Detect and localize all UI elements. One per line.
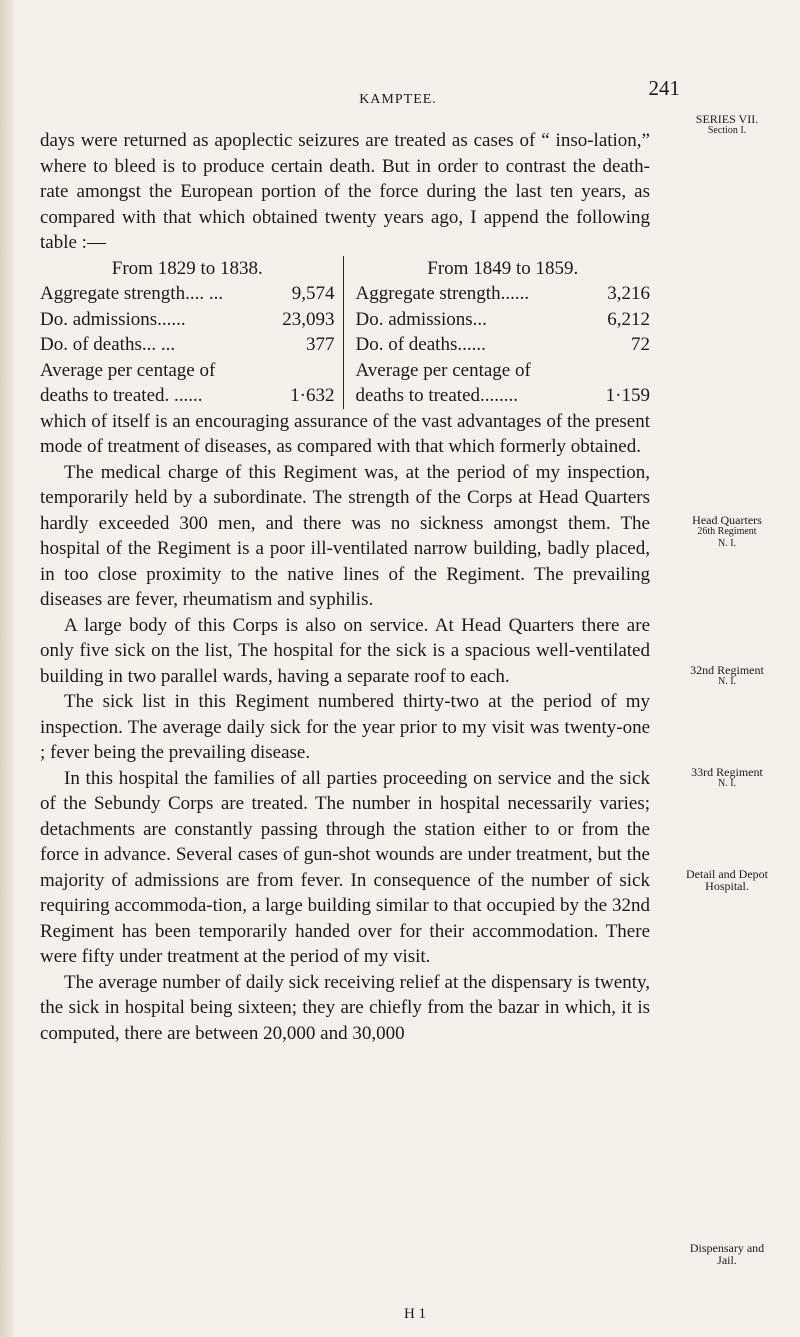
margin-note-line: SERIES VII. [695,112,759,126]
table-row [40,307,335,333]
paragraph-2: which of itself is an encouraging assurance of the vast advantages of the present mode of treatment of diseases, as compared with that which formerly obtained. [40,410,650,457]
table-period-left: From 1829 to 1838. [111,257,263,279]
margin-note-line: N. I. [717,778,737,789]
row-value: 3,216 [607,283,650,304]
mortality-table [40,256,650,409]
margin-note-line: 32nd Regiment [690,663,764,677]
page-gutter-shadow [0,0,14,1337]
row-label: Average per centage of [355,359,531,381]
row-value: 377 [306,334,335,355]
margin-note-line: N. I. [717,538,737,549]
row-value: 72 [631,334,650,355]
row-value: 1·632 [290,385,335,406]
table-period-right: From 1849 to 1859. [427,257,579,279]
paragraph-7: The average number of daily sick receiving relief at the dispensary is twenty, the sick in hospital being sixteen; they are chiefly from the bazar in which, it is computed, there are between 20,000 and 30,000 [40,971,650,1044]
signature-mark: H 1 [403,1306,427,1322]
row-value: 9,574 [291,283,335,304]
row-label: Do. admissions...... [40,308,186,330]
paragraph-3: The medical charge of this Regiment was, at the period of my inspection, temporarily held by a subordinate. The strength of the Corps at Head Quarters hardly exceeded 300 men, and there was no sickness amongst them. The hospital of the Regiment is a poor ill-ventilated narrow building, badly placed, in too close proximity to the native lines of the Regiment. The prevailing diseases are fever, rheumatism and syphilis. [40,461,650,610]
body-text [40,128,650,1046]
row-label: Aggregate strength.... ... [40,283,224,304]
table-column-left [40,256,344,409]
table-column-right [344,256,651,409]
row-value: 1·159 [605,385,650,406]
row-label: Do. of deaths...... [355,334,486,355]
paragraph-5: The sick list in this Regiment numbered thirty-two at the period of my inspection. The average daily sick for the year prior to my visit was twenty-one ; fever being the prevailing disease. [40,691,650,763]
table-row [40,281,335,307]
row-label: Aggregate strength...... [355,283,530,304]
paragraph-4: A large body of this Corps is also on service. At Head Quarters there are only five sick on the list, The hospital for the sick is a spacious well-ventilated building in two parallel wards, having a separate roof to each. [40,614,650,687]
margin-note [662,868,792,892]
row-label: Average per centage of [40,359,216,381]
margin-note-line: Section I. [707,125,747,136]
table-row [40,383,335,409]
table-row [356,358,651,384]
margin-note [662,664,792,688]
margin-note [662,766,792,790]
table-row [356,307,651,333]
row-label: Do. admissions... [355,308,487,330]
table-row [356,281,651,307]
margin-note-line: Head Quarters [692,513,762,527]
margin-note [662,1242,792,1266]
row-label: Do. of deaths... ... [40,334,176,355]
row-label: deaths to treated. ...... [40,385,203,406]
margin-note-line: N. I. [717,676,737,687]
paragraph-1: days were returned as apoplectic seizures are treated as cases of “ inso-lation,” where to bleed is to produce certain death. But in order to contrast the death-rate amongst the European portion of the force during the last ten years, as compared with that which obtained twenty years ago, I append the following table :— [40,130,650,253]
row-label: deaths to treated........ [355,385,519,406]
margin-note-line: Dispensary and [689,1241,765,1255]
margin-note [662,514,792,550]
margin-note-line: 33rd Regiment [691,765,763,779]
margin-note-line: Jail. [717,1253,737,1267]
page-number: 241 [648,76,680,100]
margin-note-line: Detail and Depot [686,867,768,881]
margin-note [662,113,792,137]
table-row [40,358,335,384]
table-row [356,383,651,409]
table-row [356,332,651,358]
margin-note-line: Hospital. [705,879,749,893]
row-value: 6,212 [607,308,650,330]
table-row [40,332,335,358]
paragraph-6: In this hospital the families of all parties proceeding on service and the sick of the Sebundy Corps are treated. The number in hospital necessarily varies; detachments are constantly passing through the station either to or from the force in advance. Several cases of gun-shot wounds are under treatment, but the majority of admissions are from fever. In consequence of the number of sick requiring accommoda-tion, a large building similar to that occupied by the 32nd Regiment has been temporarily handed over for their accommodation. There were fifty under treatment at the period of my visit. [40,767,650,967]
row-value: 23,093 [282,308,335,330]
running-head-title: KAMPTEE. [359,92,437,107]
margin-note-line: 26th Regiment [697,526,757,537]
